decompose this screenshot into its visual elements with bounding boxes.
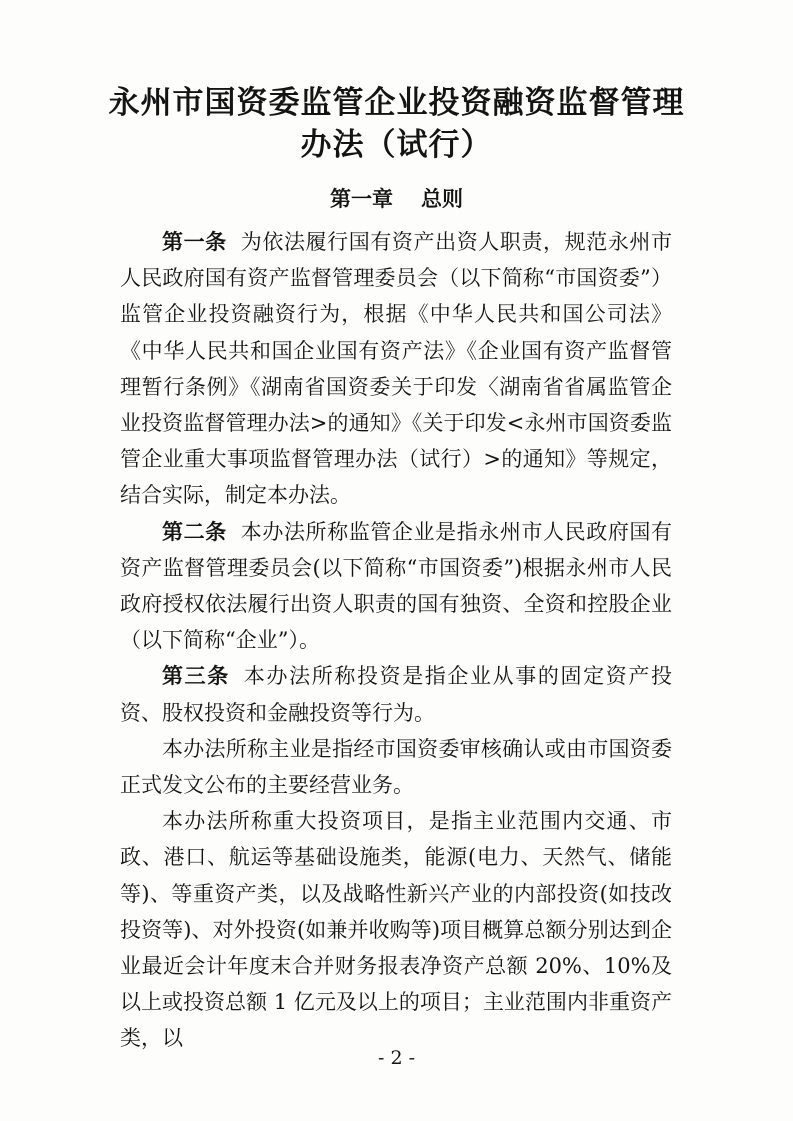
- document-title: [95, 82, 698, 166]
- article-3: [120, 658, 672, 730]
- article-text: 本办法所称监管企业是指永州市人民政府国有资产监督管理委员会(以下简称“市国资委”)根据永州市人民政府授权依法履行出资人职责的国有独资、全资和控股企业（以下简称“企业”）。: [120, 519, 673, 653]
- paragraph-text: 本办法所称重大投资项目，是指主业范围内交通、市政、港口、航运等基础设施类，能源(电力、天然气、储能等)、等重资产类，以及战略性新兴产业的内部投资(如技改投资等)、对外投资(如兼并收购等)项目概算总额分别达到企业最近会计年度末合并财务报表净资产总额 20%、10%及以上或投资总额 1 亿元及以上的项目；主业范围内非重资产类，以: [120, 809, 672, 1051]
- title-line-1: 永州市国资委监管企业投资融资监督管理: [108, 85, 685, 121]
- chapter-name: 总则: [421, 186, 463, 211]
- chapter-heading: [95, 184, 698, 214]
- article-label: 第一条: [162, 229, 227, 254]
- page-number: - 2 -: [377, 1047, 415, 1069]
- document-body: [120, 224, 672, 1057]
- paragraph-major-investment: [120, 803, 672, 1056]
- title-line-2: 办法（试行）: [300, 127, 493, 163]
- article-text: 为依法履行国有资产出资人职责，规范永州市人民政府国有资产监督管理委员会（以下简称“市国资委”）监管企业投资融资行为，根据《中华人民共和国公司法》《中华人民共和国企业国有资产法》《企业国有资产监督管理暂行条例》《湖南省国资委关于印发〈湖南省省属监管企业投资监督管理办法>的通知》《关于印发<永州市国资委监管企业重大事项监督管理办法（试行）>的通知》等规定，结合实际，制定本办法。: [120, 230, 673, 508]
- paragraph-main-business: [120, 731, 672, 803]
- article-2: [120, 514, 672, 659]
- article-1: [120, 224, 672, 514]
- chapter-number: 第一章: [330, 186, 393, 211]
- article-text: 本办法所称投资是指企业从事的固定资产投资、股权投资和金融投资等行为。: [120, 664, 673, 725]
- article-label: 第二条: [162, 518, 227, 544]
- article-label: 第三条: [162, 663, 230, 689]
- paragraph-text: 本办法所称主业是指经市国资委审核确认或由市国资委正式发文公布的主要经营业务。: [120, 736, 672, 798]
